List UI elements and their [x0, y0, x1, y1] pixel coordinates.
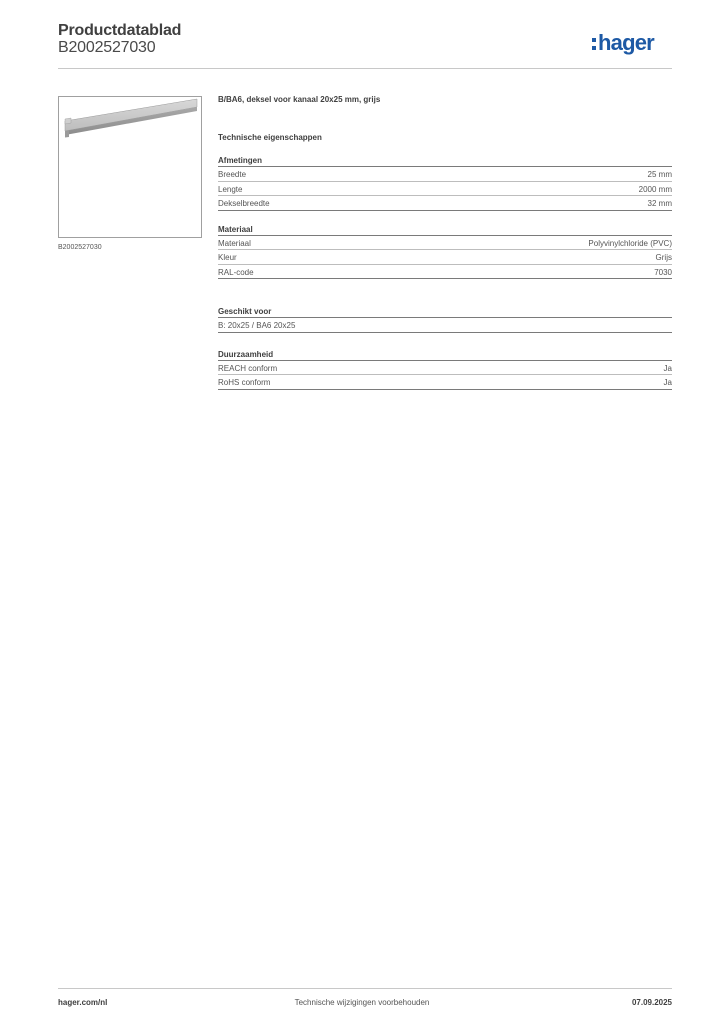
spec-content [218, 95, 672, 390]
group-title: Duurzaamheid [218, 350, 672, 361]
spec-label: Materiaal [218, 238, 251, 248]
hager-logo [592, 28, 654, 58]
spec-value: Polyvinylchloride (PVC) [588, 238, 672, 248]
group-title: Materiaal [218, 225, 672, 236]
spec-label: Breedte [218, 170, 247, 179]
spec-row [218, 182, 672, 197]
spec-row [218, 250, 672, 265]
group-title: Afmetingen [218, 156, 672, 167]
footer-disclaimer: Technische wijzigingen voorbehouden [294, 998, 430, 1007]
spec-row [218, 318, 672, 333]
group-duurzaamheid [218, 350, 672, 390]
image-caption: B2002527030 [58, 244, 102, 251]
cable-duct-cover-image [59, 97, 201, 237]
spec-label: Dekselbreedte [218, 199, 270, 208]
product-image [58, 96, 202, 238]
spec-row [218, 361, 672, 376]
spec-label: RAL-code [218, 267, 254, 277]
spec-label: RoHS conform [218, 378, 271, 387]
logo-text: hager [598, 30, 654, 55]
spec-value: Grijs [655, 253, 672, 262]
footer-website-link[interactable]: hager.com/nl [58, 998, 108, 1007]
page-title: Productdatablad [58, 22, 182, 39]
spec-row [218, 196, 672, 211]
spec-label: B: 20x25 / BA6 20x25 [218, 321, 296, 330]
section-title: Technische eigenschappen [218, 133, 322, 142]
spec-value: 7030 [654, 267, 672, 277]
group-materiaal [218, 225, 672, 280]
footer-divider [58, 988, 672, 989]
product-name: B/BA6, deksel voor kanaal 20x25 mm, grijs [218, 95, 381, 104]
logo-colon-icon [592, 38, 596, 50]
spec-value: 32 mm [647, 199, 672, 208]
spec-value: 2000 mm [638, 184, 672, 194]
spec-label: Lengte [218, 184, 243, 194]
group-afmetingen [218, 156, 672, 211]
spec-label: REACH conform [218, 363, 278, 373]
group-geschikt-voor [218, 307, 672, 333]
footer-date: 07.09.2025 [631, 998, 672, 1007]
spec-row [218, 167, 672, 182]
spec-row [218, 236, 672, 251]
spec-value: 25 mm [647, 170, 672, 179]
spec-row [218, 265, 672, 280]
group-title: Geschikt voor [218, 307, 672, 318]
product-id: B2002527030 [58, 39, 156, 56]
spec-value: Ja [663, 378, 672, 387]
header-divider [58, 68, 672, 69]
spec-label: Kleur [218, 253, 237, 262]
spec-row [218, 375, 672, 390]
spec-value: Ja [663, 363, 672, 373]
